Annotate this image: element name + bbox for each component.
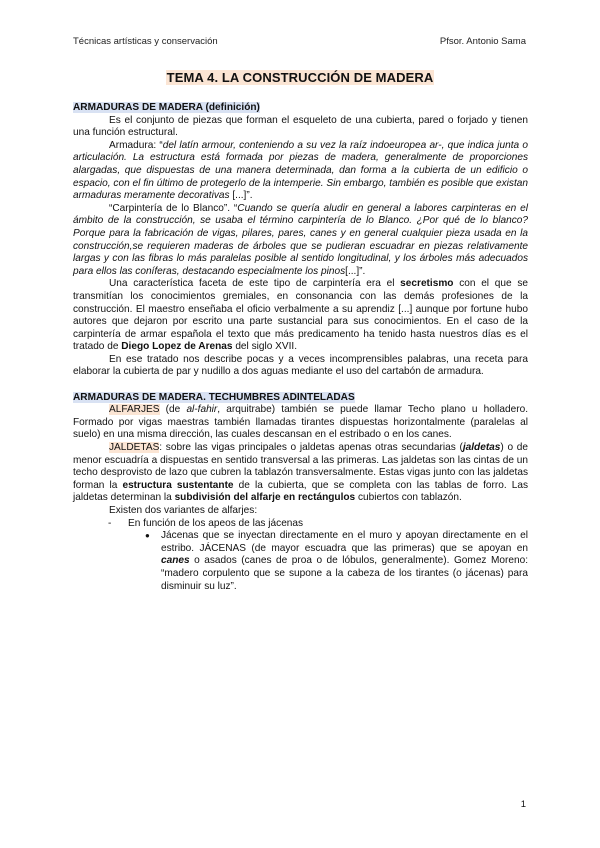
header-course-title: Técnicas artísticas y conservación xyxy=(73,36,218,47)
jaldetas-b: : sobre las vigas principales o jaldetas apenas otras secundarias ( xyxy=(159,442,463,454)
jaldetas-f: de la cubierta, que se completa con las tablas de forro. Las jaldetas determinan la xyxy=(73,479,528,504)
paragraph-definition: Es el conjunto de piezas que forman el esqueleto de una cubierta, pared o forjado y tienen una función estructural. xyxy=(73,114,528,139)
jaldetas-term: JALDETAS xyxy=(109,442,160,454)
paragraph-carpinteria-blanco xyxy=(73,203,528,279)
list-item-apeos xyxy=(73,518,528,531)
carpinteria-lead: “Carpintería de lo Blanco”. “ xyxy=(109,202,238,214)
alfarjes-etymology: al-fahir xyxy=(186,404,218,416)
armadura-lead: Armadura: “ xyxy=(109,139,163,151)
page-number: 1 xyxy=(520,799,526,810)
diego-lopez-term: Diego Lopez de Arenas xyxy=(121,341,233,353)
carpinteria-tail: [...]”. xyxy=(345,265,366,277)
secretismo-a: Una característica faceta de este tipo de carpintería era el xyxy=(109,278,401,290)
list-item-apeos-text: En función de los apeos de las jácenas xyxy=(128,517,304,529)
jacenas-c: o asados (canes de proa o de lóbulos, generalmente). Gomez Moreno: “madero corpulento que se supone a la cabeza de los tirantes (o jácenas) para disminuir su luz”. xyxy=(161,555,528,592)
paragraph-tratado: En ese tratado nos describe pocas y a veces incomprensibles palabras, una receta para elaborar la cubierta de par y nudillo a dos aguas mediante el uso del cartabón de armadura. xyxy=(73,353,528,378)
paragraph-armadura xyxy=(73,140,528,203)
paragraph-alfarjes xyxy=(73,404,528,442)
alfarjes-b: (de xyxy=(159,404,187,416)
paragraph-secretismo xyxy=(73,278,528,354)
section-heading-definition-text: ARMADURAS DE MADERA (definición) xyxy=(73,102,260,113)
paragraph-jaldetas xyxy=(73,442,528,505)
carpinteria-quote: Cuando se quería aludir en general a labores carpinteras en el ámbito de la construcción, se usaba el término carpintería de lo Blanco. ¿Por qué de lo blanco? Porque para la fabricación de vigas, pilares, pares, canes y en general cualquier pieza usada en la construcción,se requieren maderas de árboles que se pudieran escuadrar en piezas relativamente largas y con las fibras lo más paralelas posible al sentido longitudinal, y los árboles más adecuados para ellos las coníferas, destacando especialmente los pinos xyxy=(73,202,528,277)
section-heading-techumbres-text: ARMADURAS DE MADERA. TECHUMBRES ADINTELADAS xyxy=(73,391,355,403)
alfarjes-d: , arquitrabe) también se puede llamar Techo plano u holladero. Formado por vigas maestras también llamadas tirantes dispuestas horizontalmente (paralelas al suelo) en una misma dirección, las cuales descansan en el estribado o en los canes. xyxy=(73,404,528,441)
document-body xyxy=(73,102,528,593)
canes-term: canes xyxy=(161,555,190,567)
armadura-tail: [...]”. xyxy=(229,190,253,202)
document-title xyxy=(0,70,600,85)
list-item-jacenas xyxy=(73,530,528,593)
jacenas-a: Jácenas que se inyectan directamente en el muro y apoyan directamente en el estribo. JÁCENAS (de mayor escuadra que las primeras) que se apoyan en xyxy=(161,530,528,554)
alfarjes-term: ALFARJES xyxy=(109,404,160,416)
secretismo-term: secretismo xyxy=(400,278,454,290)
secretismo-c: con el que se transmitían los conocimientos gremiales, en consonancia con las demás profesiones de la construcción. El maestro enseñaba el oficio verbalmente a su aprendiz [...] aunque por fortune hubo autores que dejaron por escrito una parte sustancial para sus conocimientos. En el caso de la carpintería de armar española el texto que más predicamento ha tenido hasta nuestros días es el tratado de xyxy=(73,278,528,353)
armadura-quote: del latín armour, conteniendo a su vez la raíz indoeuropea ar-, que indica junta o articulación. La estructura está formada por piezas de madera, generalmente de proporciones alargadas, que dispuestas de una manera determinada, dan forma a la cubierta de un edificio o espacio, con el fin último de protegerlo de la intemperie. Sin embargo, también es posible que existan armaduras meramente decorativas xyxy=(73,139,528,202)
section-heading-definition xyxy=(73,102,528,115)
jaldetas-h: cubiertos con tablazón. xyxy=(355,492,462,504)
secretismo-e: del siglo XVII. xyxy=(232,341,298,353)
dash-marker: - xyxy=(108,517,112,529)
bullet-icon: ● xyxy=(145,531,150,541)
estructura-sustentante-term: estructura sustentante xyxy=(122,479,234,491)
document-title-text: TEMA 4. LA CONSTRUCCIÓN DE MADERA xyxy=(166,70,434,85)
paragraph-variantes: Existen dos variantes de alfarjes: xyxy=(109,505,258,516)
jaldetas-d: ) o de menor escuadría a dispuestas en sentido transversal a las primeras. Las jaldetas son las cintas de un techo desprovisto de lazo que cubren la tablazón transversalmente. Estas vigas junto con las jaldetas forman la xyxy=(73,442,529,491)
section-heading-techumbres xyxy=(73,392,528,405)
spacer xyxy=(73,379,528,392)
jaldetas-italic-term: jaldetas xyxy=(462,442,501,454)
header-author: Pfsor. Antonio Sama xyxy=(439,36,526,47)
subdivision-term: subdivisión del alfarje en rectángulos xyxy=(174,492,356,504)
